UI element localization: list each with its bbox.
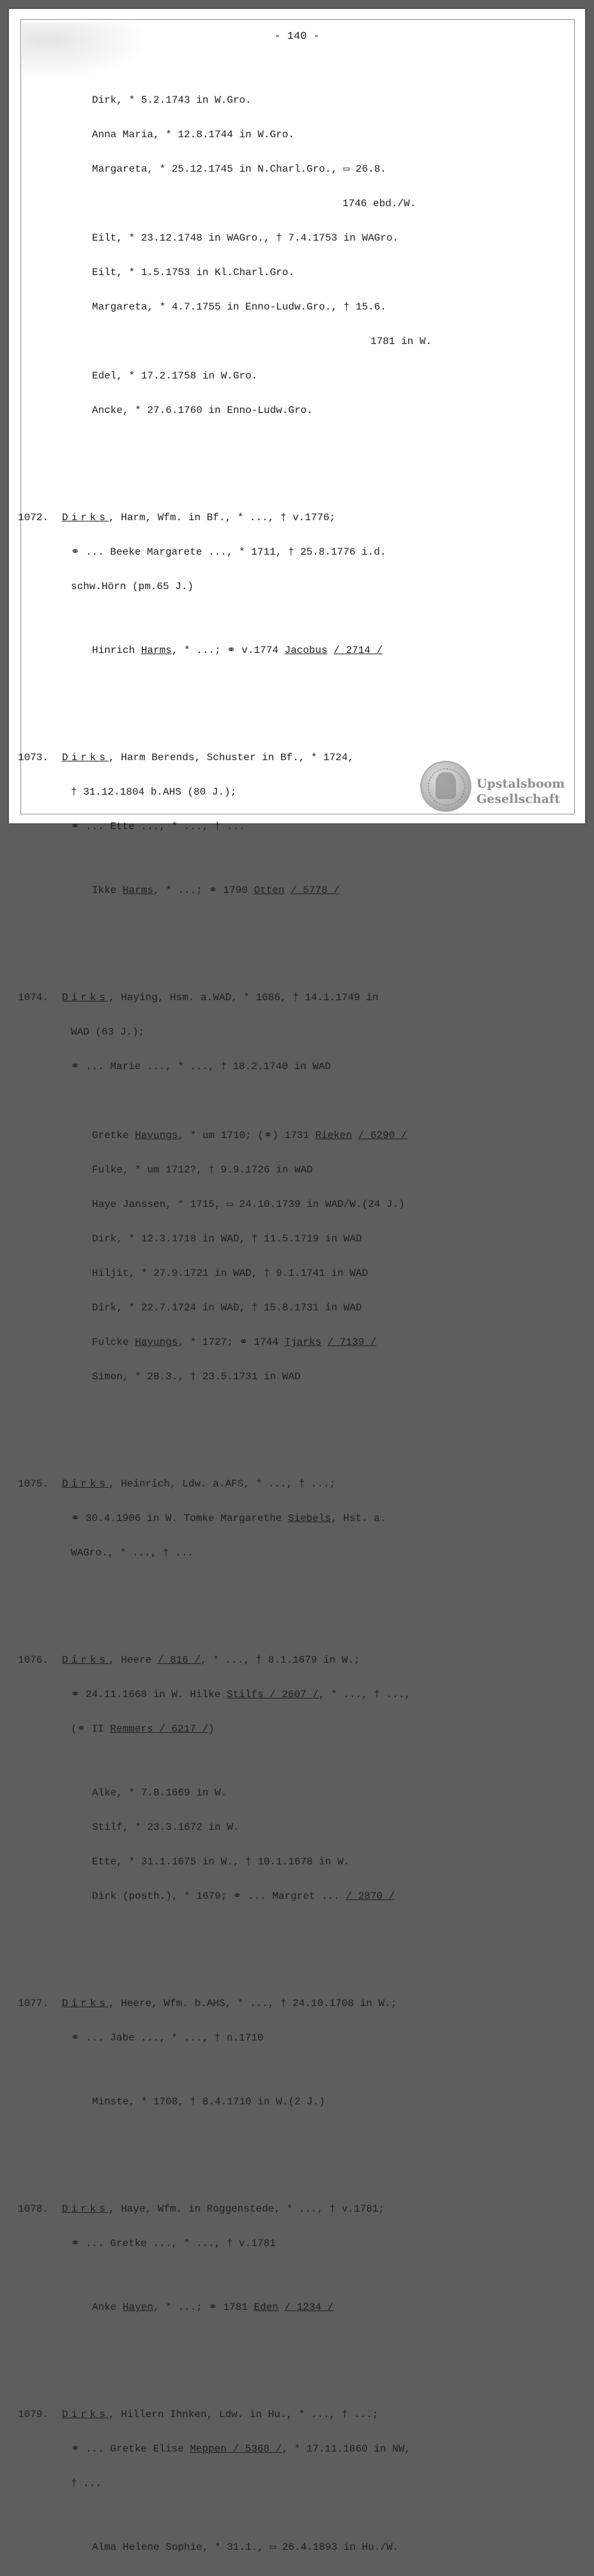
child-line: Simon, * 28.3., † 23.5.1731 in WAD: [92, 1371, 301, 1382]
child-details: Dirk (posth.), * 1679; ⚭ ... Margret ...: [92, 1891, 346, 1902]
child-line: [9, 1337, 585, 1348]
entry-surname: Dirks: [62, 1478, 109, 1490]
entry-number: 1079.: [18, 2409, 49, 2420]
entry-surname: Dirks: [62, 2203, 109, 2215]
cross-reference: / 5778 /: [291, 885, 340, 896]
child-line: Hiljit, * 27.9.1721 in WAD, † 9.1.1741 in WAD: [92, 1268, 369, 1279]
entry-text: , Haying, Hsm. a.WAD, * 1686, † 14.1.1749 in: [109, 992, 379, 1003]
child-line: Ancke, * 27.6.1760 in Enno-Ludw.Gro.: [92, 405, 313, 416]
entry-number: 1077.: [18, 1998, 49, 2009]
entry-line: schw.Hörn (pm.65 J.): [71, 581, 194, 592]
marriage-text: ⚭ ... Gretke Elise: [71, 2443, 190, 2455]
child-line: Edel, * 17.2.1758 in W.Gro.: [92, 370, 258, 382]
entry-1078: [9, 2203, 585, 2215]
child-line-continued: 1746 ebd./W.: [342, 198, 416, 209]
page-number: - 140 -: [274, 31, 320, 43]
spouse-surname: Rieken: [315, 1130, 353, 1141]
watermark-line-2: Gesellschaft: [476, 792, 560, 806]
entry-line: [9, 1723, 585, 1735]
cross-reference: / 2607 /: [263, 1689, 319, 1700]
spouse-surname: Jacobus: [284, 645, 328, 656]
entry-text: , Heere: [109, 1654, 158, 1666]
entry-1074: [9, 992, 585, 1003]
cross-reference: / 816 /: [157, 1654, 201, 1666]
entry-line: WAD (63 J.);: [71, 1026, 145, 1038]
child-given-name: Ikke: [92, 885, 123, 896]
entry-number: 1076.: [18, 1654, 49, 1666]
entry-surname: Dirks: [62, 512, 109, 523]
child-given-name: Hinrich: [92, 645, 141, 656]
cross-reference: / 6217 /: [153, 1723, 209, 1735]
child-details: , * um 1710; (⚭) 1731: [178, 1130, 316, 1141]
child-line: Fulke, * um 1712?, † 9.9.1726 in WAD: [92, 1164, 313, 1176]
document-page: [9, 9, 585, 2553]
entry-line: ⚭ ... Marie ..., * ..., † 18.2.1740 in WAD: [71, 1061, 331, 1072]
entry-surname: Dirks: [62, 1998, 109, 2009]
child-line: [9, 1130, 585, 1141]
entry-number: 1075.: [18, 1478, 49, 1490]
genealogy-text: [9, 60, 585, 2576]
child-line: Margareta, * 25.12.1745 in N.Charl.Gro., ▭ 26.8.: [92, 163, 386, 175]
child-surname: Hayen: [123, 2302, 154, 2313]
child-given-name: Fulcke: [92, 1337, 135, 1348]
child-surname: Harms: [123, 885, 154, 896]
child-details: , * ...; ⚭ 1781: [153, 2302, 254, 2313]
spouse-details: , * 17.11.1860 in NW,: [282, 2443, 411, 2455]
entry-text: , Harm, Wfm. in Bf., * ..., † v.1776;: [109, 512, 336, 523]
child-surname: Harms: [141, 645, 172, 656]
entry-text: , Heinrich, Ldw. a.AFS, * ..., † ...;: [109, 1478, 336, 1490]
entry-text: , * ..., † 8.1.1679 in W.;: [201, 1654, 360, 1666]
cross-reference: / 2870 /: [346, 1891, 395, 1902]
entry-line: ⚭ ... Jabe ..., * ..., † n.1710: [71, 2032, 264, 2044]
child-surname: Hayungs: [135, 1337, 178, 1348]
child-line: Eilt, * 1.5.1753 in Kl.Charl.Gro.: [92, 267, 294, 278]
child-line: [9, 885, 585, 896]
cross-reference: / 2714 /: [333, 645, 383, 656]
child-line: Dirk, * 5.2.1743 in W.Gro.: [92, 94, 252, 106]
child-line: Minste, * 1708, † 8.4.1710 in W.(2 J.): [92, 2096, 325, 2108]
spouse-surname: Remmers: [110, 1723, 153, 1735]
child-line: [9, 1891, 585, 1902]
child-line: Dirk, * 12.3.1718 in WAD, † 11.5.1719 in WAD: [92, 1233, 362, 1245]
entry-number: 1078.: [18, 2203, 49, 2215]
spouse-surname: Siebels: [287, 1513, 331, 1524]
entry-line: ⚭ ... Ette ..., * ..., † ...: [71, 821, 245, 832]
entry-1072: [9, 512, 585, 523]
entry-line: ⚭ ... Gretke ..., * ..., † v.1781: [71, 2238, 276, 2249]
spouse-surname: Stilfs: [226, 1689, 264, 1700]
child-line: Stilf, * 23.3.1672 in W.: [92, 1822, 240, 1833]
second-marriage-text: (⚭ II: [71, 1723, 110, 1735]
spouse-details: , Hst. a.: [331, 1513, 386, 1524]
child-details: , * ...; ⚭ v.1774: [171, 645, 285, 656]
entry-line: † ...: [71, 2478, 102, 2489]
child-surname: Hayungs: [135, 1130, 178, 1141]
spouse-surname: Meppen: [190, 2443, 227, 2455]
entry-text: , Heere, Wfm. b.AHS, * ..., † 24.10.1708 in W.;: [109, 1998, 397, 2009]
cross-reference: / 5368 /: [226, 2443, 282, 2455]
child-given-name: Gretke: [92, 1130, 135, 1141]
cross-reference: / 6290 /: [358, 1130, 407, 1141]
entry-line: [9, 2443, 585, 2455]
society-seal-icon: [420, 761, 471, 812]
spouse-surname: Tjarks: [284, 1337, 322, 1348]
child-given-name: Anke: [92, 2302, 123, 2313]
entry-text: ): [208, 1723, 215, 1735]
marriage-text: ⚭ 30.4.1906 in W. Tomke Margarethe: [71, 1513, 288, 1524]
child-line: Dirk, * 22.7.1724 in WAD, † 15.8.1731 in WAD: [92, 1302, 362, 1314]
child-line: Eilt, * 23.12.1748 in WAGro., † 7.4.1753 in WAGro.: [92, 232, 399, 244]
spouse-surname: Eden: [254, 2302, 278, 2313]
entry-1079: [9, 2409, 585, 2420]
spouse-details: , * ..., † ...,: [318, 1689, 411, 1700]
child-line: Haye Janssen, * 1715, ▭ 24.10.1739 in WAD/W.(24 J.): [92, 1199, 405, 1210]
entry-line: [9, 1689, 585, 1700]
entry-number: 1074.: [18, 992, 49, 1003]
entry-text: , Hillern Ihnken, Ldw. in Hu., * ..., † ...;: [109, 2409, 379, 2420]
entry-surname: Dirks: [62, 992, 109, 1003]
child-details: , * ...; ⚭ 1790: [153, 885, 254, 896]
child-line: Alke, * 7.8.1669 in W.: [92, 1787, 227, 1799]
entry-line: † 31.12.1804 b.AHS (80 J.);: [71, 786, 237, 798]
watermark-line-1: Upstalsboom: [476, 777, 565, 791]
child-line-continued: 1781 in W.: [370, 336, 432, 347]
entry-surname: Dirks: [62, 2409, 109, 2420]
entry-surname: Dirks: [62, 1654, 109, 1666]
marriage-text: ⚭ 24.11.1668 in W. Hilke: [71, 1689, 227, 1700]
society-watermark: [476, 776, 565, 807]
child-line: Alma Helene Sophie, * 31.1., ▭ 26.4.1893 in Hu./W.: [92, 2542, 399, 2553]
child-line: [9, 2302, 585, 2313]
entry-1073: [9, 752, 585, 763]
entry-number: 1072.: [18, 512, 49, 523]
entry-surname: Dirks: [62, 752, 109, 763]
cross-reference: / 1234 /: [284, 2302, 334, 2313]
entry-number: 1073.: [18, 752, 49, 763]
entry-text: , Haye, Wfm. in Roggenstede, * ..., † v.1781;: [109, 2203, 385, 2215]
child-details: , * 1727; ⚭ 1744: [178, 1337, 285, 1348]
child-line: Margareta, * 4.7.1755 in Enno-Ludw.Gro., † 15.6.: [92, 301, 386, 313]
entry-line: [9, 1513, 585, 1524]
entry-1075: [9, 1478, 585, 1490]
seal-figure: [436, 772, 456, 799]
cross-reference: / 7139 /: [327, 1337, 377, 1348]
child-line: Ette, * 31.1.1675 in W., † 10.1.1678 in W.: [92, 1856, 350, 1868]
child-line: Anna Maria, * 12.8.1744 in W.Gro.: [92, 129, 294, 140]
entry-line: ⚭ ... Beeke Margarete ..., * 1711, † 25.8.1776 i.d.: [71, 546, 386, 558]
entry-1076: [9, 1654, 585, 1666]
entry-1077: [9, 1998, 585, 2009]
entry-text: , Harm Berends, Schuster in Bf., * 1724,: [109, 752, 354, 763]
spouse-surname: Otten: [254, 885, 285, 896]
entry-line: WAGro., * ..., † ...: [71, 1547, 194, 1559]
child-line: [9, 645, 585, 656]
